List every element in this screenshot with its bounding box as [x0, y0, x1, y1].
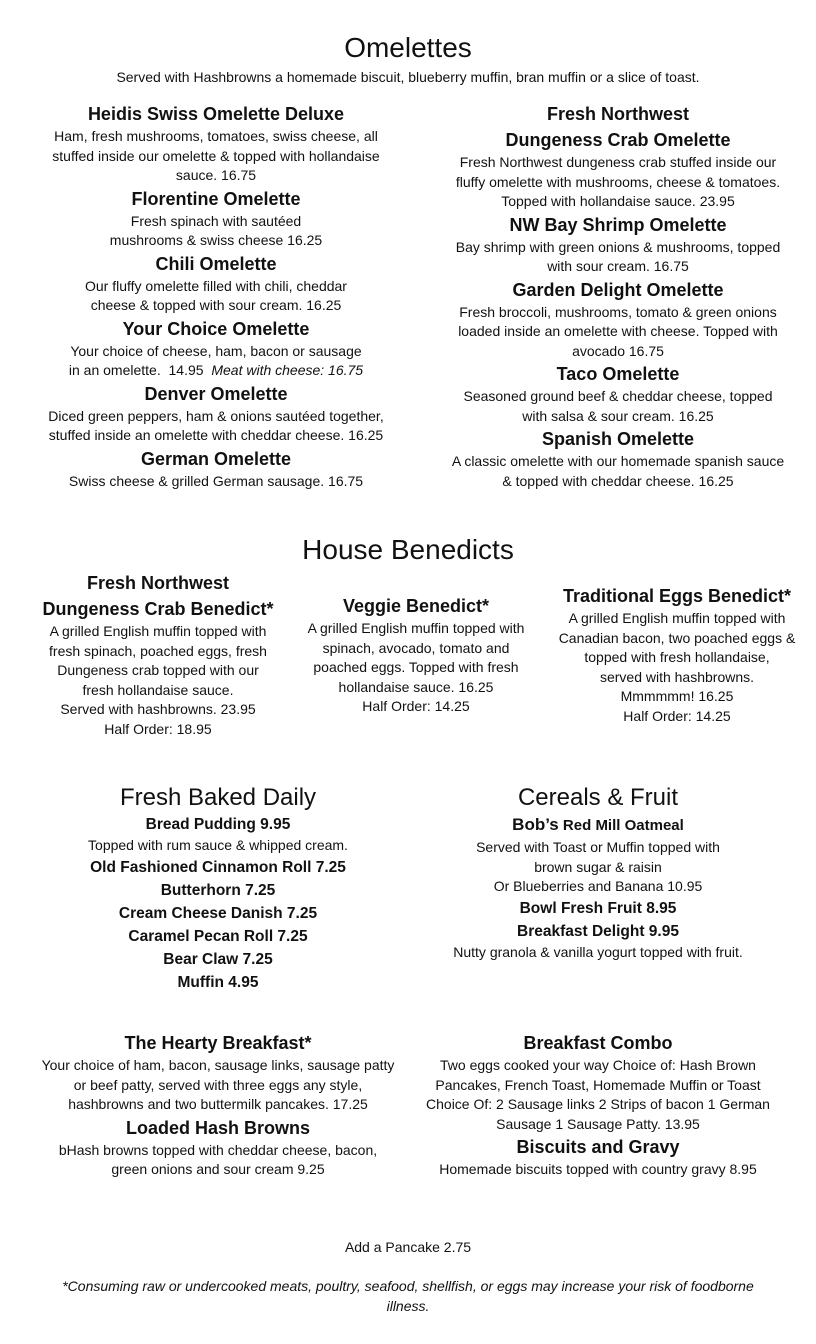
- item-desc: stuffed inside our omelette & topped with hollandaise: [52, 147, 380, 164]
- omelettes-heading: Omelettes: [344, 32, 472, 63]
- item-title: Garden Delight Omelette: [512, 279, 724, 300]
- item-desc: Ham, fresh mushrooms, tomatoes, swiss cheese, all: [54, 128, 378, 144]
- item-desc: Mmmmmm! 16.25: [620, 688, 734, 704]
- oatmeal-brand: Bob’s: [512, 815, 559, 834]
- item-title: Fresh Northwest: [86, 573, 230, 593]
- item-desc: Diced green peppers, ham & onions sautéed together,: [48, 407, 384, 424]
- delight-desc: Nutty granola & vanilla yogurt topped with fruit.: [453, 943, 743, 960]
- item-desc: Homemade biscuits topped with country gravy 8.95: [439, 1161, 757, 1177]
- item-desc-italic: Meat with cheese: 16.75: [211, 362, 364, 378]
- item-title: Traditional Eggs Benedict*: [562, 586, 792, 606]
- item-desc: cheese & topped with sour cream. 16.25: [90, 297, 342, 313]
- menu-item-spanish: [420, 426, 816, 491]
- item-desc: stuffed inside an omelette with cheddar cheese. 16.25: [48, 427, 384, 443]
- item-desc: fresh hollandaise sauce.: [82, 681, 234, 698]
- oatmeal-name: Red Mill Oatmeal: [558, 817, 684, 834]
- baked-item: Bear Claw 7.25: [163, 950, 273, 968]
- item-desc: spinach, avocado, tomato and: [322, 639, 510, 656]
- item-desc: poached eggs. Topped with fresh: [313, 659, 519, 675]
- item-desc: mushrooms & swiss cheese 16.25: [109, 232, 323, 248]
- item-desc: Your choice of cheese, ham, bacon or sausage: [70, 342, 362, 359]
- delight-title: Breakfast Delight 9.95: [517, 922, 679, 940]
- menu-item-dungeness-benedict: [28, 570, 288, 739]
- item-desc: Fresh broccoli, mushrooms, tomato & green onions: [459, 303, 777, 320]
- item-desc: Bay shrimp with green onions & mushrooms, topped: [455, 238, 781, 255]
- baked-item: Old Fashioned Cinnamon Roll 7.25: [90, 858, 346, 876]
- menu-item-chili: [16, 251, 416, 316]
- item-desc: with salsa & sour cream. 16.25: [522, 407, 714, 424]
- item-title: Biscuits and Gravy: [516, 1137, 680, 1157]
- oatmeal-desc: brown sugar & raisin: [534, 858, 662, 875]
- item-title: The Hearty Breakfast*: [124, 1033, 312, 1053]
- item-desc: with sour cream. 16.75: [547, 258, 689, 274]
- item-title: Spanish Omelette: [541, 429, 695, 449]
- item-desc: Canadian bacon, two poached eggs &: [558, 629, 796, 646]
- item-desc: Topped with hollandaise sauce. 23.95: [501, 193, 735, 209]
- menu-item-your-choice: [16, 316, 416, 381]
- item-desc: A grilled English muffin topped with: [49, 623, 267, 639]
- item-desc: topped with fresh hollandaise,: [584, 649, 770, 665]
- item-desc: A grilled English muffin topped with: [307, 620, 525, 636]
- item-desc: or beef patty, served with three eggs any style,: [73, 1076, 363, 1093]
- item-title: Breakfast Combo: [523, 1033, 673, 1053]
- item-desc: Half Order: 14.25: [362, 698, 470, 714]
- omelettes-subtitle: Served with Hashbrowns a homemade biscuit, blueberry muffin, bran muffin or a slice of toast.: [116, 69, 700, 85]
- item-title: German Omelette: [140, 448, 292, 469]
- item-desc: green onions and sour cream 9.25: [111, 1161, 325, 1177]
- item-desc: hashbrowns and two buttermilk pancakes. 17.25: [68, 1096, 368, 1112]
- item-title: Taco Omelette: [556, 364, 680, 384]
- baked-item: Muffin 4.95: [177, 973, 259, 991]
- warning-line: *Consuming raw or undercooked meats, poultry, seafood, shellfish, or eggs may increase your risk of foodborne: [62, 1278, 754, 1294]
- item-desc: hollandaise sauce. 16.25: [338, 678, 494, 695]
- menu-item-heidis-swiss: [16, 101, 416, 186]
- fruit-title: Bowl Fresh Fruit 8.95: [519, 899, 677, 917]
- consumption-warning: [20, 1277, 796, 1316]
- item-title: Heidis Swiss Omelette Deluxe: [87, 104, 345, 124]
- item-desc: [16, 361, 416, 381]
- item-title: Chili Omelette: [155, 253, 277, 274]
- omelettes-right-column: [420, 101, 816, 491]
- item-title: Dungeness Crab Benedict*: [42, 599, 274, 619]
- baked-item: Cream Cheese Danish 7.25: [118, 904, 318, 922]
- item-desc: Dungeness crab topped with our: [57, 662, 259, 678]
- item-desc: A grilled English muffin topped with: [568, 610, 786, 626]
- item-title: Dungeness Crab Omelette: [505, 130, 731, 150]
- menu-item-nw-bay-shrimp: [420, 212, 816, 277]
- item-title: Florentine Omelette: [131, 188, 301, 209]
- item-title: Your Choice Omelette: [122, 318, 310, 339]
- add-pancake: Add a Pancake 2.75: [344, 1239, 472, 1255]
- menu-item-veggie-benedict: [288, 593, 544, 717]
- item-title: NW Bay Shrimp Omelette: [509, 214, 727, 235]
- bread-pudding-desc: Topped with rum sauce & whipped cream.: [88, 837, 348, 853]
- oatmeal-title: [420, 813, 776, 838]
- item-desc: Pancakes, French Toast, Homemade Muffin or Toast: [435, 1076, 761, 1093]
- baked-item: Butterhorn 7.25: [160, 881, 276, 899]
- baked-section: [16, 783, 420, 994]
- omelettes-left-column: [16, 101, 416, 491]
- item-desc: Half Order: 14.25: [623, 707, 731, 724]
- item-desc: Fresh spinach with sautéed: [130, 212, 302, 229]
- menu-item-taco: [420, 361, 816, 426]
- item-desc: served with hashbrowns.: [599, 668, 755, 685]
- oatmeal-desc: Served with Toast or Muffin topped with: [476, 839, 720, 855]
- item-desc-plain: in an omelette. 14.95: [68, 362, 212, 378]
- bread-pudding-title: Bread Pudding 9.95: [145, 816, 291, 833]
- item-desc: & topped with cheddar cheese. 16.25: [502, 472, 734, 489]
- cereals-heading: Cereals & Fruit: [517, 784, 679, 811]
- menu-item-florentine: [16, 186, 416, 251]
- item-desc: Swiss cheese & grilled German sausage. 16.75: [68, 472, 364, 489]
- item-title: Loaded Hash Browns: [125, 1117, 311, 1138]
- item-desc: Sausage 1 Sausage Patty. 13.95: [496, 1115, 700, 1132]
- item-desc: avocado 16.75: [572, 342, 664, 359]
- benedicts-heading: House Benedicts: [302, 534, 514, 565]
- menu-item-garden-delight: [420, 277, 816, 362]
- cereals-section: [420, 783, 776, 962]
- item-desc: Fresh Northwest dungeness crab stuffed inside our: [459, 154, 777, 170]
- oatmeal-desc: Or Blueberries and Banana 10.95: [493, 878, 703, 894]
- item-title: Fresh Northwest: [546, 104, 690, 124]
- item-desc: sauce. 16.75: [175, 167, 257, 183]
- menu-item-dungeness-omelette: [420, 101, 816, 212]
- item-desc: bHash browns topped with cheddar cheese, bacon,: [58, 1141, 378, 1158]
- baked-item: Caramel Pecan Roll 7.25: [128, 927, 308, 945]
- hearty-section: [16, 1030, 420, 1180]
- item-title: Denver Omelette: [144, 383, 288, 404]
- item-desc: fluffy omelette with mushrooms, cheese & tomatoes.: [455, 173, 781, 190]
- item-title: Veggie Benedict*: [342, 596, 490, 616]
- item-desc: A classic omelette with our homemade spanish sauce: [451, 453, 785, 469]
- menu-item-denver: [16, 381, 416, 446]
- menu-item-traditional-benedict: [544, 583, 810, 726]
- item-desc: Your choice of ham, bacon, sausage links, sausage patty: [41, 1057, 395, 1073]
- item-desc: Two eggs cooked your way Choice of: Hash Brown: [440, 1057, 756, 1073]
- item-desc: Served with hashbrowns. 23.95: [60, 701, 256, 717]
- baked-heading: Fresh Baked Daily: [119, 784, 317, 811]
- combo-section: [420, 1030, 776, 1180]
- item-desc: Seasoned ground beef & cheddar cheese, topped: [463, 388, 773, 404]
- item-desc: Our fluffy omelette filled with chili, cheddar: [85, 277, 347, 294]
- item-desc: fresh spinach, poached eggs, fresh: [49, 642, 267, 659]
- item-desc: Choice Of: 2 Sausage links 2 Strips of bacon 1 German: [426, 1096, 770, 1112]
- warning-line: illness.: [386, 1297, 430, 1314]
- item-desc: loaded inside an omelette with cheese. Topped with: [458, 323, 778, 339]
- menu-item-german: [16, 446, 416, 492]
- item-desc: Half Order: 18.95: [104, 720, 212, 737]
